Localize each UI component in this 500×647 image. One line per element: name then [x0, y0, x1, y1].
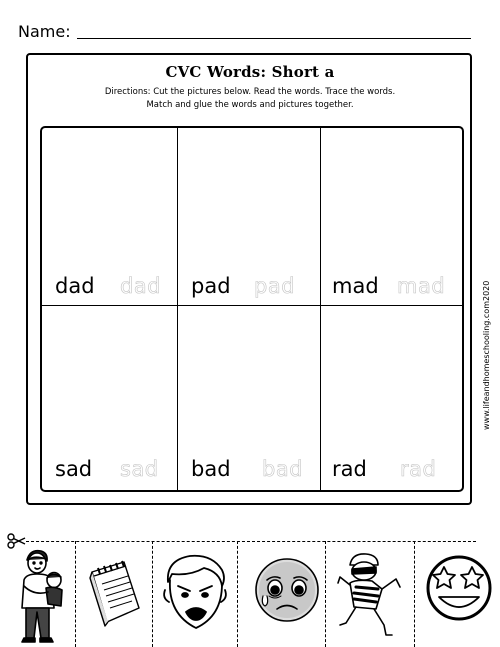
notepad-icon[interactable]	[88, 556, 143, 628]
sad-face-icon[interactable]	[253, 556, 321, 624]
cut-line-vertical	[237, 541, 238, 647]
website-credit: www.lifeandhomeschooling.com2020	[482, 280, 491, 430]
star-eyes-face-icon[interactable]	[424, 551, 494, 623]
cut-line-vertical	[75, 541, 76, 647]
cut-line-vertical	[152, 541, 153, 647]
word-rad: rad	[332, 457, 367, 481]
trace-word-mad: mad	[397, 274, 446, 298]
cut-line	[26, 541, 476, 542]
grid-divider	[42, 305, 462, 306]
grid-divider	[177, 128, 178, 490]
word-bad: bad	[191, 457, 231, 481]
worksheet-title: CVC Words: Short a	[165, 63, 335, 81]
word-grid	[40, 126, 464, 492]
word-sad: sad	[55, 457, 93, 481]
name-label: Name:	[18, 22, 71, 41]
angry-face-icon[interactable]	[160, 552, 232, 634]
cut-line-vertical	[325, 541, 326, 647]
trace-word-pad: pad	[254, 274, 296, 298]
trace-word-bad: bad	[262, 457, 304, 481]
burglar-icon[interactable]	[336, 549, 406, 641]
name-line[interactable]	[77, 38, 471, 39]
word-dad: dad	[55, 274, 95, 298]
word-pad: pad	[191, 274, 231, 298]
grid-divider	[320, 128, 321, 490]
trace-word-dad: dad	[120, 274, 162, 298]
cut-line-vertical	[414, 541, 415, 647]
trace-word-sad: sad	[120, 457, 159, 481]
word-mad: mad	[332, 274, 379, 298]
trace-word-rad: rad	[400, 457, 437, 481]
father-holding-child-icon[interactable]	[14, 546, 72, 644]
worksheet-directions: Directions: Cut the pictures below. Read the words. Trace the words. Match and glue the words and pictures together.	[104, 87, 396, 110]
